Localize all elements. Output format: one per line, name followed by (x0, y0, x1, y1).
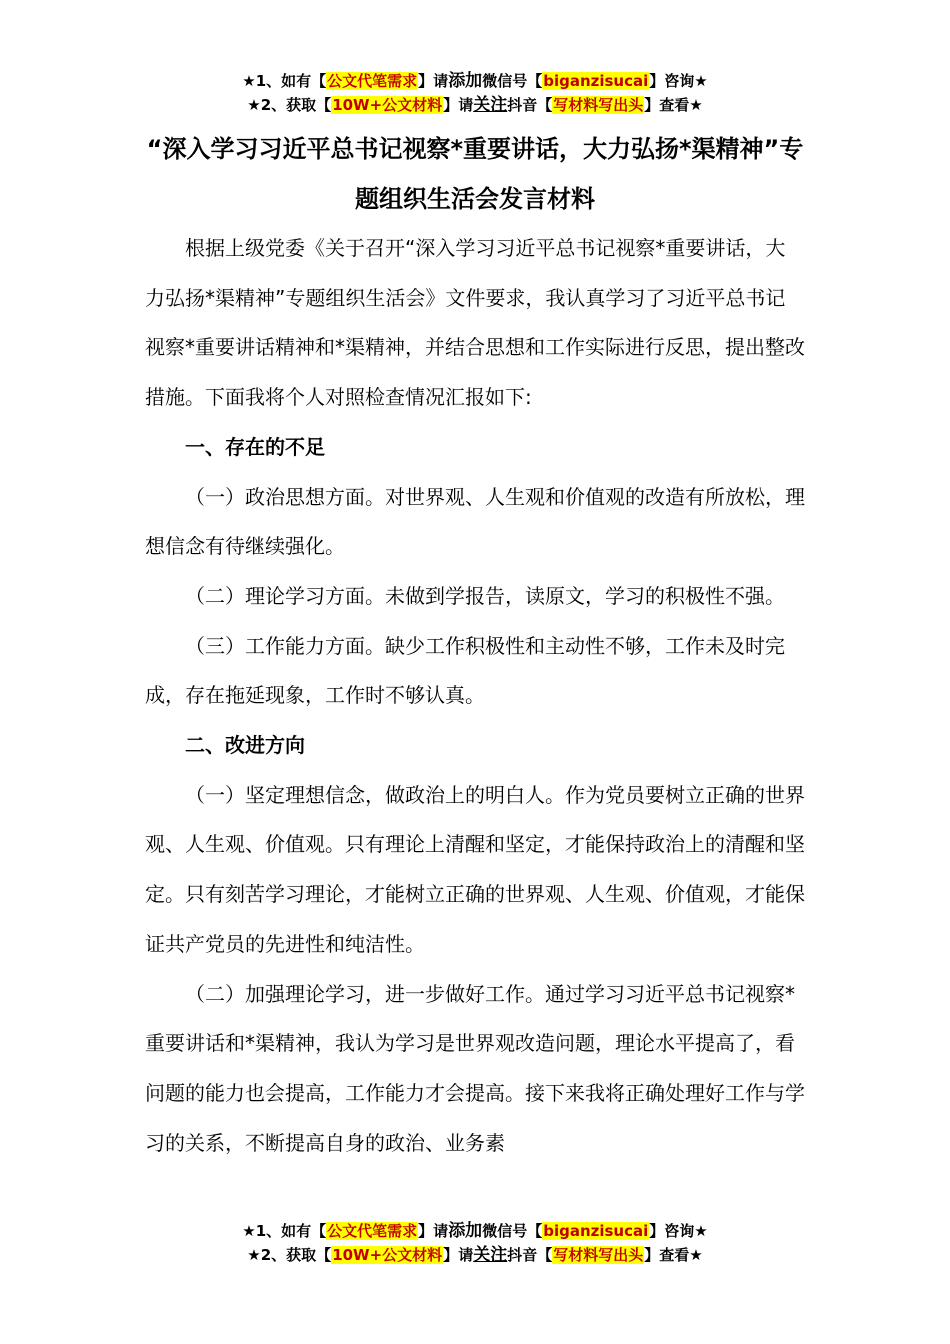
intro-paragraph: 根据上级党委《关于召开“深入学习习近平总书记视察*重要讲话，大力弘扬*渠精神”专题组织生活会》文件要求，我认真学习了习近平总书记视察*重要讲话精神和*渠精神，并结合思想和工作实际进行反思，提出整改措施。下面我将个人对照检查情况汇报如下: (145, 236, 805, 410)
promo-highlight: 10W+公文材料 (332, 1246, 443, 1264)
promo-text: 】查看★ (644, 1246, 703, 1264)
top-promo-banner (0, 69, 950, 117)
promo-emphasis: 添加 (448, 71, 483, 91)
improvement-item-study: （二）加强理论学习，进一步做好工作。通过学习习近平总书记视察*重要讲话和*渠精神，我认为学习是世界观改造问题，理论水平提高了，看问题的能力也会提高，工作能力才会提高。接下来我将正确处理好工作与学习的关系，不断提高自身的政治、业务素 (145, 981, 805, 1155)
promo-text: 】咨询★ (649, 1222, 708, 1240)
section-heading-improvement: 二、改进方向 (185, 733, 305, 758)
promo-text: ★2、获取【 (247, 1246, 332, 1264)
promo-highlight: 公文代笔需求 (327, 72, 418, 90)
promo-highlight: 公文代笔需求 (327, 1222, 418, 1240)
shortcoming-item-ability: （三）工作能力方面。缺少工作积极性和主动性不够，工作未及时完成，存在拖延现象，工作时不够认真。 (145, 633, 785, 708)
promo-text: 微信号【 (482, 1222, 543, 1240)
promo-text: 抖音【 (507, 1246, 553, 1264)
promo-wechat-id: biganzisucai (543, 72, 649, 90)
promo-text: 】请 (418, 72, 449, 90)
promo-text: 抖音【 (507, 96, 553, 114)
shortcoming-item-political: （一）政治思想方面。对世界观、人生观和价值观的改造有所放松，理想信念有待继续强化。 (145, 484, 805, 559)
document-body (145, 224, 805, 1168)
promo-highlight: 10W+公文材料 (332, 96, 443, 114)
promo-douyin-id: 写材料写出头 (553, 1246, 644, 1264)
promo-douyin-id: 写材料写出头 (553, 96, 644, 114)
promo-text: 】咨询★ (649, 72, 708, 90)
promo-line-2 (0, 93, 950, 117)
promo-text: 微信号【 (482, 72, 543, 90)
promo-line-1 (0, 1219, 950, 1243)
promo-emphasis: 关注 (473, 95, 508, 115)
promo-text: 】请 (418, 1222, 449, 1240)
shortcoming-item-theory: （二）理论学习方面。未做到学报告，读原文，学习的积极性不强。 (185, 583, 785, 608)
promo-emphasis: 添加 (448, 1221, 483, 1241)
promo-text: ★1、如有【 (242, 1222, 327, 1240)
improvement-item-ideals: （一）坚定理想信念，做政治上的明白人。作为党员要树立正确的世界观、人生观、价值观。只有理论上清醒和坚定，才能保持政治上的清醒和坚定。只有刻苦学习理论，才能树立正确的世界观、人生观、价值观，才能保证共产党员的先进性和纯洁性。 (145, 782, 805, 956)
promo-text: 】请 (443, 96, 474, 114)
bottom-promo-banner (0, 1219, 950, 1267)
section-heading-shortcomings: 一、存在的不足 (185, 434, 325, 459)
promo-text: 】请 (443, 1246, 474, 1264)
promo-wechat-id: biganzisucai (543, 1222, 649, 1240)
promo-line-1 (0, 69, 950, 93)
promo-line-2 (0, 1243, 950, 1267)
promo-emphasis: 关注 (473, 1245, 508, 1265)
promo-text: 】查看★ (644, 96, 703, 114)
promo-text: ★2、获取【 (247, 96, 332, 114)
document-title: “深入学习习近平总书记视察*重要讲话，大力弘扬*渠精神”专题组织生活会发言材料 (146, 135, 804, 213)
promo-text: ★1、如有【 (242, 72, 327, 90)
